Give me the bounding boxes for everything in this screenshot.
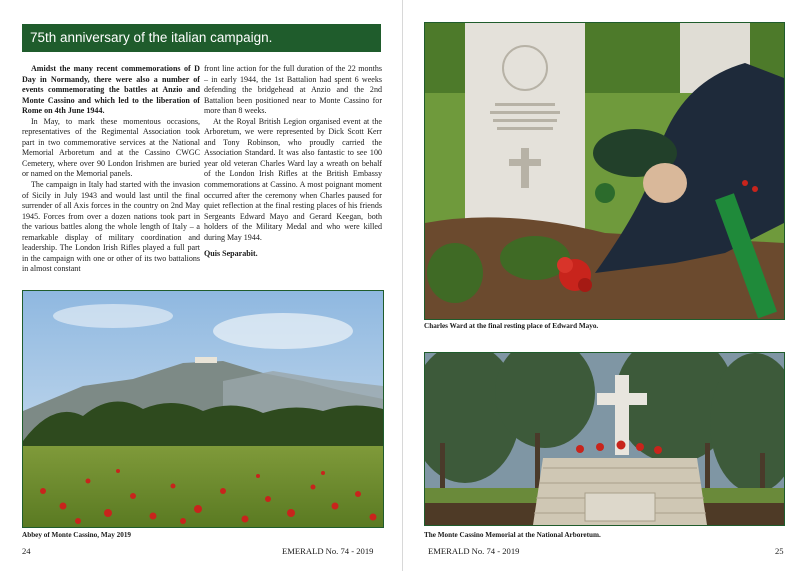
article-paragraph: At the Royal British Legion organised event at the Arboretum, we were represented by Dick Scott Kerr and Tony Robinson, who proudly carried the Association Standard. It was also fantastic to see 100 year old veteran Charles Ward lay a wreath on behalf of the London Irish Rifles at the British Embassy commemorations at Cassino. A most poignant moment occurred after the ceremony when Charles paused for quiet reflection at the final resting places of his friends Sergeants Edward Mayo and Gerard Keegan, both holders of the Military Medal and who were killed during May 1944. [204,116,382,242]
memorial-caption: The Monte Cassino Memorial at the National Arboretum. [424,531,601,539]
article-body [22,64,382,286]
abbey-building [195,357,217,363]
cassino-memorial-photo [424,352,785,526]
right-footer-title: EMERALD No. 74 - 2019 [428,546,520,556]
left-footer-title: EMERALD No. 74 - 2019 [282,546,374,556]
memorial-illustration [425,353,784,525]
veteran-face [643,163,687,203]
left-page [0,0,403,571]
article-signoff: Quis Separabit. [204,249,258,259]
article-paragraph: In May, to mark these momentous occasions, representatives of the Regimental Association took part in two commemorative services at the National Memorial Arboretum and at the Cassino CWGC Cemetery, where over 90 London Irishmen are buried or named on the Memorial panels. [22,116,200,179]
right-page [404,0,807,571]
meadow [23,446,383,527]
charles-ward-caption: Charles Ward at the final resting place of Edward Mayo. [424,322,599,330]
article-banner-title: 75th anniversary of the italian campaign. [22,24,381,52]
charles-ward-photo [424,22,785,320]
article-column-1 [22,64,200,286]
abbey-photo-caption: Abbey of Monte Cassino, May 2019 [22,531,132,539]
article-lead-paragraph: Amidst the many recent commemorations of D Day in Normandy, there were also a number of events commemorating the battles at Anzio and Monte Cassino and which led to the liberation of Rome on 4th June 1944. [22,64,200,116]
article-column-2 [204,64,382,286]
article-paragraph: The campaign in Italy had started with the invasion of Sicily in July 1943 and would last until the final surrender of all Axis forces in the country on 2nd May 1945. Forces from over a dozen nations took part in the various battles along the whole length of Italy – a remarkable display of military coordination and leadership. The London Irish Rifles played a full part in the campaign with one or other of its two battalions in almost constant [22,180,200,274]
charles-ward-illustration [425,23,784,319]
abbey-photo-illustration [23,291,383,527]
right-page-number: 25 [775,546,784,556]
left-page-number: 24 [22,546,31,556]
article-paragraph: front line action for the full duration of the 22 months – in early 1944, the 1st Battalion had spent 6 weeks defending the bridgehead at Anzio and the 2nd Battalion been positioned near to Monte Cassino for more than 8 weeks. [204,64,382,116]
abbey-monte-cassino-photo [22,290,384,528]
